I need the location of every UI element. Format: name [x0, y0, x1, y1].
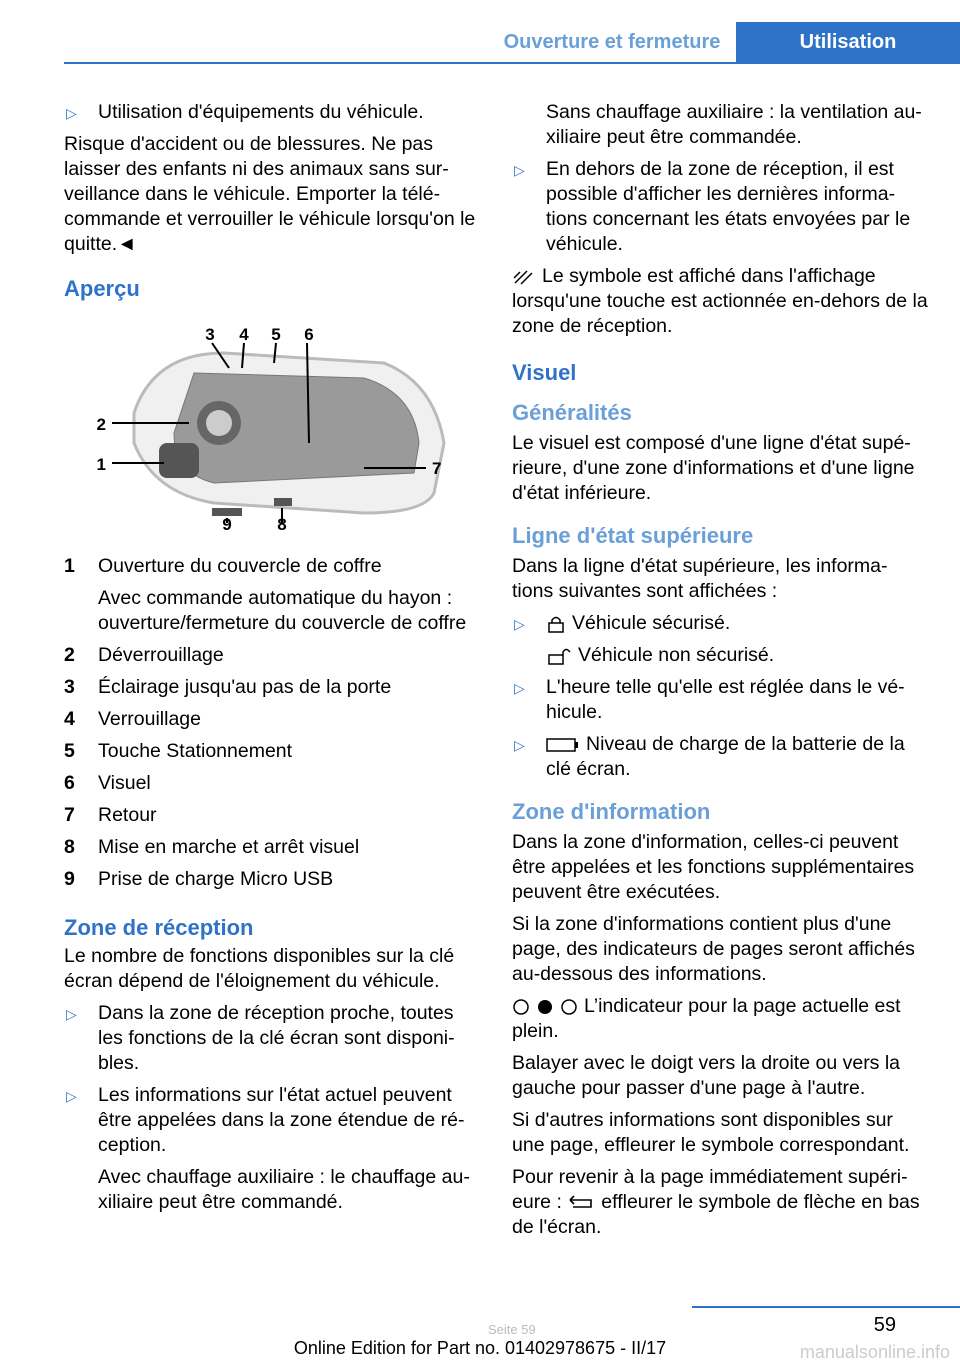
- heading-zone-information: Zone d'information: [512, 799, 711, 824]
- heading-apercu: Aperçu: [64, 276, 140, 301]
- triangle-bullet-icon: ▷: [66, 1006, 77, 1022]
- page-indicator-icon: [512, 998, 578, 1016]
- warning-paragraph: Risque d'accident ou de blessures. Ne pas laisser des enfants ni des animaux sans sur-veillance dans le véhicule. Emporter la télé-commande et verrouiller le véhicule lorsqu'on le quitte.◄: [64, 133, 476, 255]
- triangle-bullet-icon: ▷: [514, 162, 525, 178]
- footer-rule: [692, 1306, 960, 1308]
- paragraph: Pour revenir à la page immédiatement supéri-eure : effleurer le symbole de flèche en bas de l'écran.: [512, 1166, 920, 1238]
- header-rule: [64, 62, 960, 64]
- paragraph: Si la zone d'informations contient plus d'une page, des indicateurs de pages seront affichés au-dessous des informations.: [512, 913, 915, 985]
- list-item: 2 Déverrouillage: [64, 644, 224, 666]
- triangle-bullet-icon: ▷: [514, 616, 525, 632]
- footer-edition: Online Edition for Part no. 01402978675 - II/17: [293, 1338, 667, 1358]
- page-number: 59: [873, 1314, 896, 1336]
- paragraph: Dans la ligne d'état supérieure, les informa-tions suivantes sont affichées :: [512, 555, 888, 602]
- bullet-item: ▷ Niveau de charge de la batterie de la clé écran.: [514, 733, 905, 780]
- callout-label: 7: [432, 459, 442, 478]
- triangle-bullet-icon: ▷: [514, 680, 525, 696]
- triangle-bullet-icon: ▷: [514, 737, 525, 753]
- bullet-item: ▷ Véhicule sécurisé.: [512, 611, 928, 636]
- bullet-item: ▷ Dans la zone de réception proche, toutes les fonctions de la clé écran sont disponi-bles.: [66, 1002, 455, 1074]
- callout-label: 3: [205, 325, 215, 344]
- list-item: 8 Mise en marche et arrêt visuel: [64, 836, 360, 858]
- heading-ligne-etat: Ligne d'état supérieure: [512, 523, 754, 548]
- bullet-item: ▷ L'heure telle qu'elle est réglée dans le vé-hicule.: [514, 676, 905, 723]
- paragraph: Le visuel est composé d'une ligne d'état supé-rieure, d'une zone d'informations et d'une ligne d'état inférieure.: [512, 432, 915, 504]
- callout-label: 5: [271, 325, 281, 344]
- heading-generalites: Généralités: [512, 400, 632, 425]
- list-item: 5 Touche Stationnement: [64, 740, 293, 762]
- triangle-bullet-icon: ▷: [66, 1088, 77, 1104]
- lock-icon: [546, 614, 566, 634]
- list-item: 7 Retour: [64, 804, 157, 826]
- header-chapter: Utilisation: [736, 22, 960, 62]
- list-item: 3 Éclairage jusqu'au pas de la porte: [64, 676, 392, 698]
- bullet-item: ▷ Les informations sur l'état actuel peuvent être appelées dans la zone étendue de ré-ception.: [66, 1084, 465, 1156]
- paragraph: Si d'autres informations sont disponibles sur une page, effleurer le symbole correspondant.: [512, 1109, 910, 1156]
- list-item: 4 Verrouillage: [64, 708, 201, 730]
- heading-zone-reception: Zone de réception: [64, 915, 254, 940]
- bullet-note: Sans chauffage auxiliaire : la ventilation au-xiliaire peut être commandée.: [546, 101, 922, 148]
- list-item: 9 Prise de charge Micro USB: [64, 868, 334, 890]
- paragraph: L’indicateur pour la page actuelle est plein.: [512, 995, 901, 1042]
- paragraph: Balayer avec le doigt vers la droite ou vers la gauche pour passer d'une page à l'autre.: [512, 1052, 901, 1099]
- back-arrow-icon: [567, 1195, 595, 1211]
- callout-label: 4: [239, 325, 249, 344]
- left-column: [64, 100, 480, 1222]
- bullet-note: Véhicule non sécurisé.: [512, 643, 928, 668]
- list-item: 1 Ouverture du couvercle de coffre: [64, 555, 382, 577]
- triangle-bullet-icon: ▷: [66, 105, 77, 121]
- list-item: 6 Visuel: [64, 772, 151, 794]
- bullet-item: ▷ En dehors de la zone de réception, il est possible d'afficher les dernières informa-tions concernant les états envoyées par le véhicule.: [514, 158, 911, 255]
- unlock-icon: [546, 646, 572, 666]
- header-section: Ouverture et fermeture: [503, 30, 721, 53]
- out-of-range-icon: [512, 268, 536, 286]
- callout-label: 9: [222, 515, 232, 533]
- callout-label: 8: [277, 515, 287, 533]
- paragraph: Le symbole est affiché dans l'affichage lorsqu'une touche est actionnée en-dehors de la zone de réception.: [512, 265, 928, 337]
- callout-label: 6: [304, 325, 314, 344]
- battery-icon: [546, 737, 580, 753]
- right-column: [512, 100, 928, 1247]
- page-serial: Seite 59: [488, 1322, 536, 1337]
- watermark: manualsonline.info: [799, 1342, 950, 1362]
- paragraph: Le nombre de fonctions disponibles sur la clé écran dépend de l'éloignement du véhicule.: [64, 945, 455, 992]
- bullet-item: ▷ Utilisation d'équipements du véhicule.: [64, 100, 480, 125]
- callout-label: 1: [96, 455, 106, 474]
- paragraph: Dans la zone d'information, celles-ci peuvent être appelées et les fonctions supplémentaires peuvent être exécutées.: [512, 831, 915, 903]
- heading-visuel: Visuel: [512, 360, 577, 385]
- callout-label: 2: [96, 415, 106, 434]
- bullet-note: Avec chauffage auxiliaire : le chauffage au-xiliaire peut être commandé.: [98, 1166, 470, 1213]
- key-illustration: [64, 323, 480, 533]
- list-item-note: Avec commande automatique du hayon : ouverture/fermeture du couvercle de coffre: [98, 587, 467, 634]
